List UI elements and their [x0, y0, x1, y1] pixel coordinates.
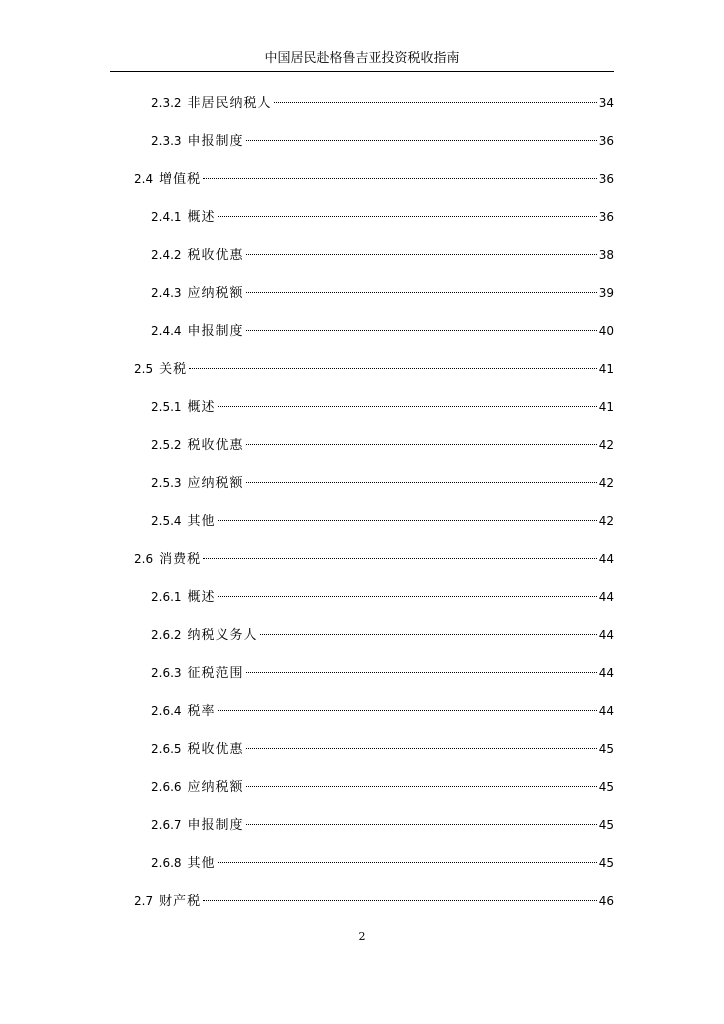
toc-dot-leader [203, 558, 597, 559]
toc-dot-leader [260, 634, 597, 635]
toc-entry-title: 税率 [187, 704, 216, 719]
toc-entry-page: 36 [598, 210, 614, 224]
toc-entry[interactable] [134, 358, 614, 380]
toc-entry-number: 2.6.4 [151, 704, 182, 718]
toc-dot-leader [246, 786, 597, 787]
toc-entry-number: 2.4.1 [151, 210, 182, 224]
toc-entry-title: 征税范围 [187, 666, 244, 681]
toc-entry-number: 2.3.2 [151, 96, 182, 110]
toc-entry-number: 2.4.3 [151, 286, 182, 300]
toc-entry[interactable] [134, 890, 614, 912]
toc-entry-title: 纳税义务人 [187, 628, 258, 643]
toc-entry[interactable] [151, 244, 614, 266]
toc-entry-title: 关税 [159, 362, 188, 377]
toc-entry[interactable] [151, 320, 614, 342]
toc-entry-title: 增值税 [159, 172, 202, 187]
toc-entry-number: 2.5.1 [151, 400, 182, 414]
toc-entry-number: 2.4.4 [151, 324, 182, 338]
page-number: 2 [358, 930, 366, 943]
toc-entry[interactable] [151, 282, 614, 304]
toc-entry-page: 38 [598, 248, 614, 262]
toc-entry-page: 36 [598, 172, 614, 186]
toc-entry-title: 概述 [187, 400, 216, 415]
toc-dot-leader [189, 368, 597, 369]
toc-entry-page: 42 [598, 476, 614, 490]
toc-dot-leader [246, 140, 597, 141]
toc-entry-title: 税收优惠 [187, 438, 244, 453]
toc-entry[interactable] [151, 510, 614, 532]
toc-entry-number: 2.5 [134, 362, 154, 376]
toc-dot-leader [246, 330, 597, 331]
toc-dot-leader [246, 444, 597, 445]
toc-entry[interactable] [134, 548, 614, 570]
toc-entry-title: 应纳税额 [187, 780, 244, 795]
toc-entry-page: 40 [598, 324, 614, 338]
toc-entry[interactable] [151, 700, 614, 722]
toc-entry-number: 2.6.8 [151, 856, 182, 870]
toc-entry[interactable] [151, 434, 614, 456]
toc-entry[interactable] [151, 776, 614, 798]
toc-entry-number: 2.6.2 [151, 628, 182, 642]
toc-entry-page: 36 [598, 134, 614, 148]
toc-dot-leader [246, 824, 597, 825]
toc-entry-page: 45 [598, 818, 614, 832]
toc-entry-title: 概述 [187, 590, 216, 605]
toc-entry[interactable] [151, 396, 614, 418]
toc-entry-number: 2.6 [134, 552, 154, 566]
toc-entry-page: 39 [598, 286, 614, 300]
toc-entry[interactable] [151, 852, 614, 874]
toc-entry-title: 应纳税额 [187, 286, 244, 301]
toc-entry-number: 2.5.3 [151, 476, 182, 490]
toc-entry-page: 44 [598, 704, 614, 718]
toc-dot-leader [203, 900, 597, 901]
toc-entry[interactable] [134, 168, 614, 190]
toc-entry-page: 45 [598, 856, 614, 870]
toc-entry-page: 44 [598, 552, 614, 566]
toc-entry-number: 2.5.4 [151, 514, 182, 528]
toc-entry-page: 42 [598, 514, 614, 528]
toc-entry[interactable] [151, 206, 614, 228]
toc-entry[interactable] [151, 662, 614, 684]
toc-entry-title: 申报制度 [187, 134, 244, 149]
toc-entry-number: 2.6.1 [151, 590, 182, 604]
toc-dot-leader [246, 748, 597, 749]
toc-dot-leader [218, 216, 597, 217]
running-header: 中国居民赴格鲁吉亚投资税收指南 [264, 51, 460, 66]
toc-entry[interactable] [151, 738, 614, 760]
toc-entry-title: 其他 [187, 514, 216, 529]
toc-dot-leader [246, 482, 597, 483]
toc-entry-number: 2.7 [134, 894, 154, 908]
toc-entry[interactable] [151, 130, 614, 152]
toc-entry-number: 2.6.6 [151, 780, 182, 794]
toc-entry-number: 2.4.2 [151, 248, 182, 262]
toc-entry-page: 46 [598, 894, 614, 908]
toc-entry-number: 2.6.5 [151, 742, 182, 756]
toc-entry-number: 2.6.7 [151, 818, 182, 832]
toc-entry-page: 44 [598, 666, 614, 680]
toc-dot-leader [218, 406, 597, 407]
toc-entry-number: 2.4 [134, 172, 154, 186]
toc-dot-leader [246, 254, 597, 255]
toc-dot-leader [246, 672, 597, 673]
toc-entry-number: 2.6.3 [151, 666, 182, 680]
toc-entry-page: 44 [598, 590, 614, 604]
toc-entry[interactable] [151, 814, 614, 836]
toc-entry[interactable] [151, 624, 614, 646]
toc-entry-title: 其他 [187, 856, 216, 871]
toc-dot-leader [218, 596, 597, 597]
toc-entry-page: 45 [598, 742, 614, 756]
toc-entry-title: 非居民纳税人 [187, 96, 272, 111]
toc-dot-leader [246, 292, 597, 293]
toc-entry-title: 财产税 [159, 894, 202, 909]
toc-dot-leader [274, 102, 597, 103]
toc-entry-number: 2.3.3 [151, 134, 182, 148]
toc-dot-leader [218, 862, 597, 863]
toc-entry-title: 申报制度 [187, 818, 244, 833]
toc-entry-page: 45 [598, 780, 614, 794]
toc-entry-page: 34 [598, 96, 614, 110]
toc-entry-title: 消费税 [159, 552, 202, 567]
toc-entry-page: 44 [598, 628, 614, 642]
toc-entry[interactable] [151, 92, 614, 114]
toc-entry-page: 41 [598, 362, 614, 376]
toc-entry-title: 税收优惠 [187, 742, 244, 757]
toc-entry[interactable] [151, 586, 614, 608]
toc-entry-page: 42 [598, 438, 614, 452]
toc-entry-number: 2.5.2 [151, 438, 182, 452]
toc-entry-page: 41 [598, 400, 614, 414]
toc-dot-leader [218, 710, 597, 711]
toc-entry[interactable] [151, 472, 614, 494]
header-rule [110, 71, 614, 72]
toc-entry-title: 申报制度 [187, 324, 244, 339]
toc-entry-title: 概述 [187, 210, 216, 225]
toc-dot-leader [203, 178, 597, 179]
toc-entry-title: 应纳税额 [187, 476, 244, 491]
toc-dot-leader [218, 520, 597, 521]
toc-entry-title: 税收优惠 [187, 248, 244, 263]
